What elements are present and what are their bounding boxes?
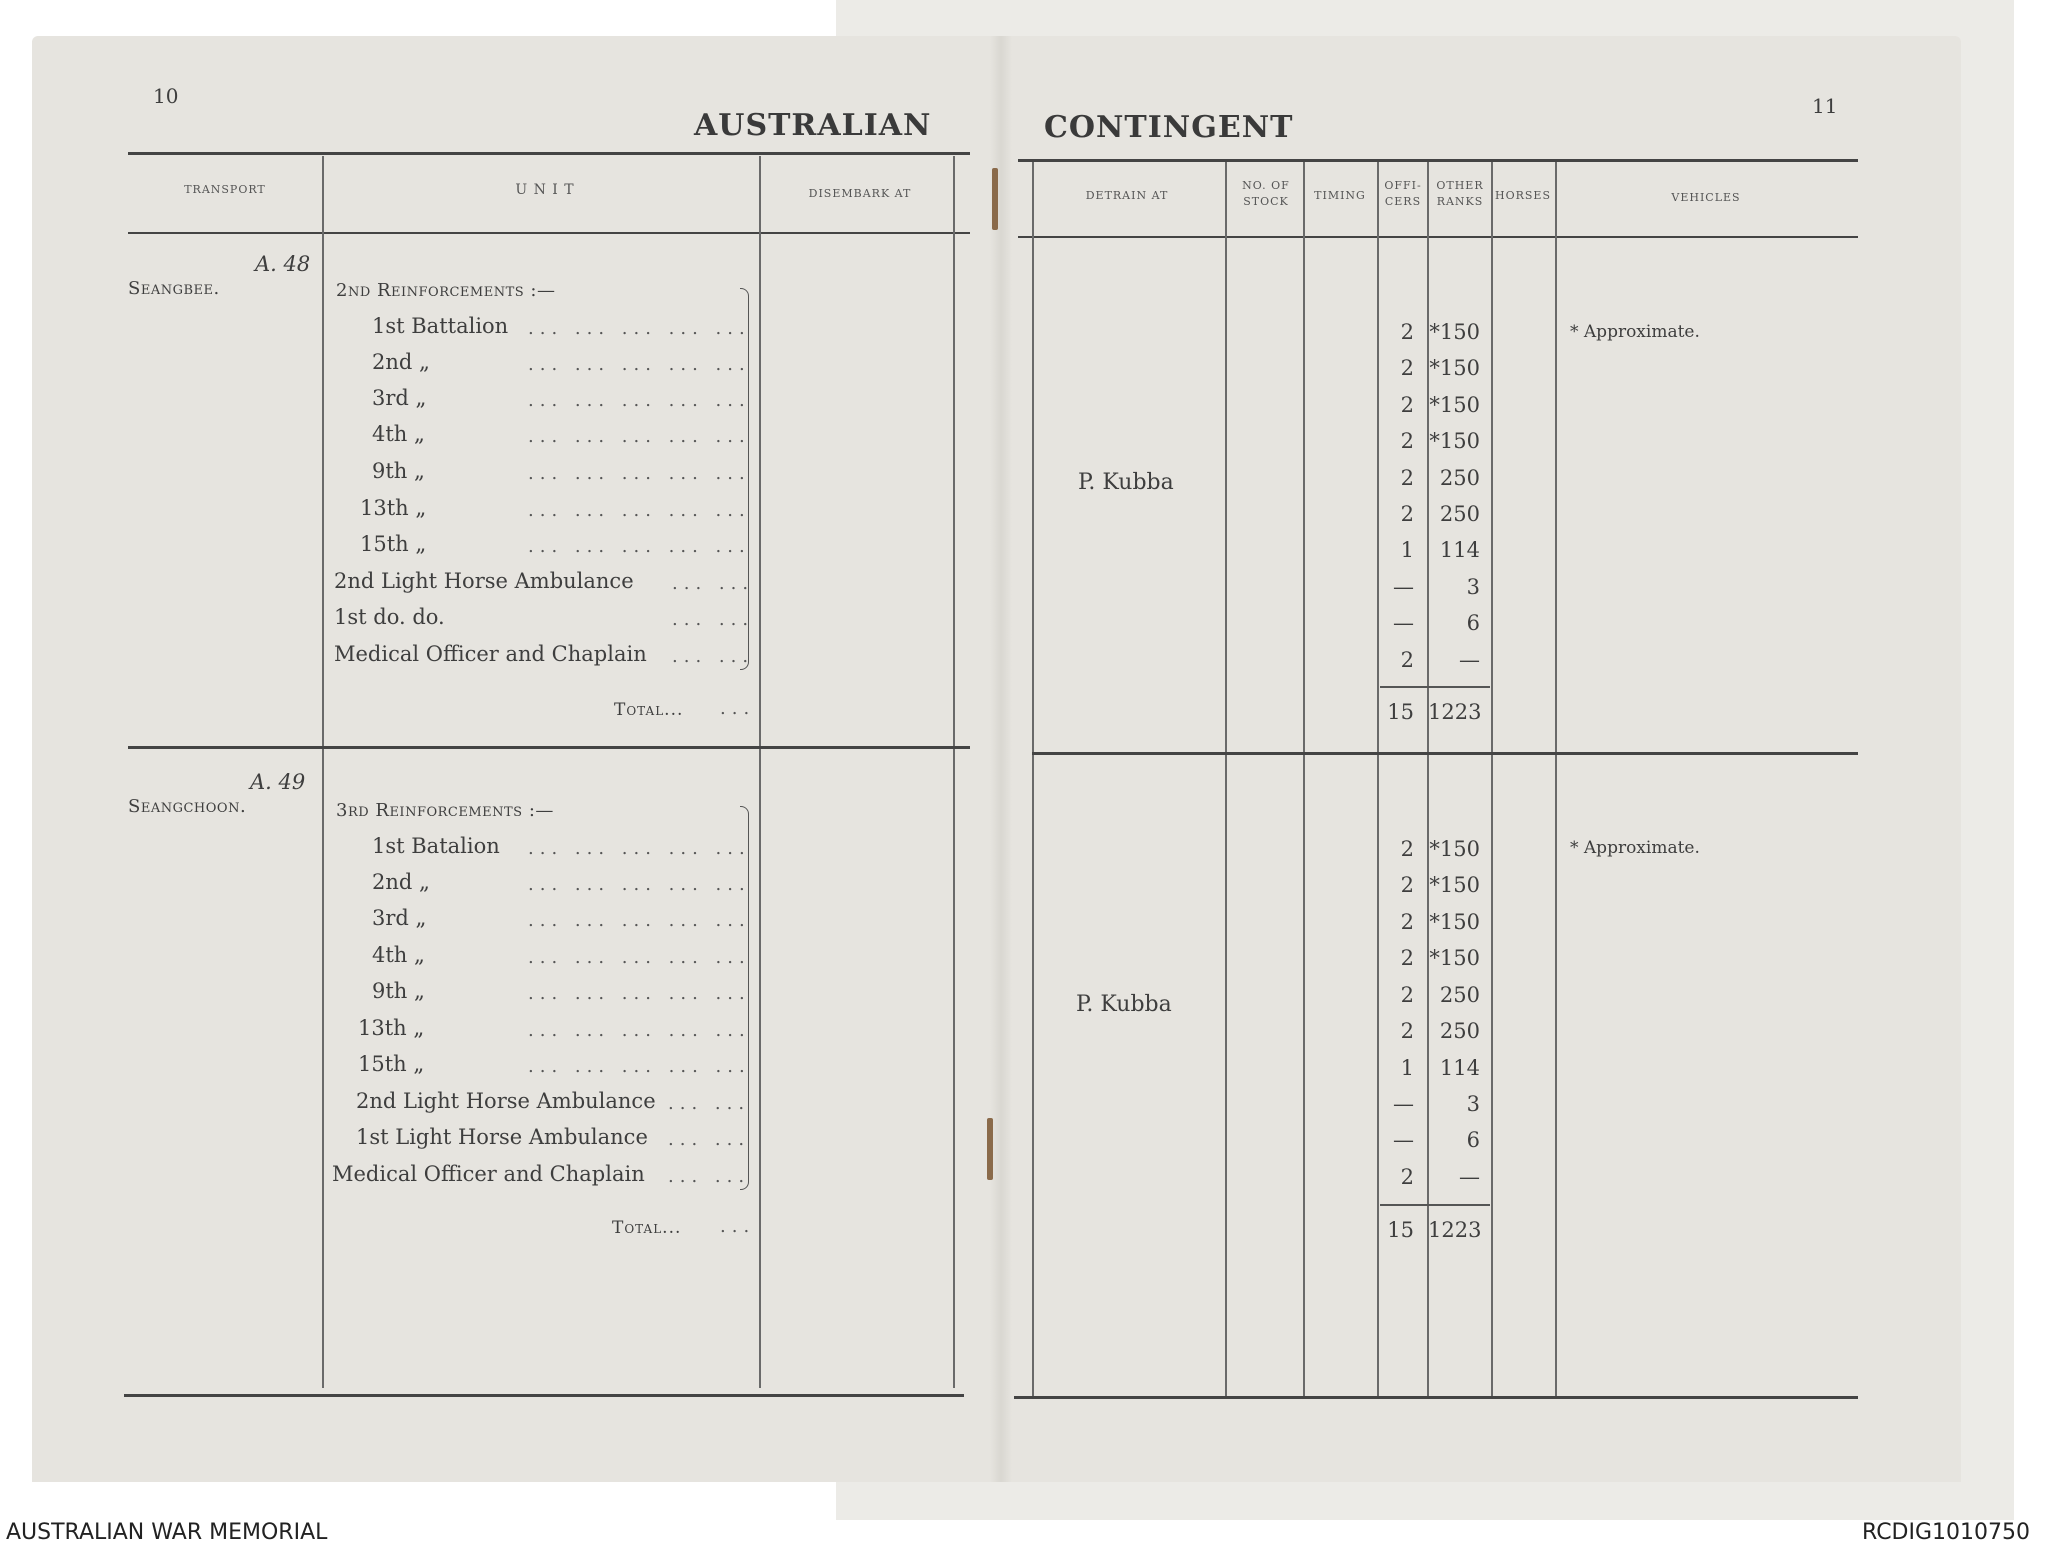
col-line-stock	[1303, 162, 1305, 1398]
transport-name-seangbee: Seangbee.	[128, 278, 220, 299]
ranks-value: *150	[1429, 320, 1480, 344]
header-disembark: DISEMBARK AT	[808, 187, 912, 200]
leader-dots: ... ...	[672, 609, 755, 630]
col-line-horses	[1555, 162, 1557, 1398]
officers-value: 2	[1400, 429, 1414, 453]
leader-dots: ... ... ... ... ...	[528, 500, 751, 521]
leader-dots: ... ... ... ... ...	[528, 463, 751, 484]
detrain-location-a49: P. Kubba	[1076, 992, 1172, 1017]
leader-dots: ... ... ... ... ...	[528, 947, 751, 968]
unit-row: 3rd „	[372, 386, 427, 410]
leader-dots: ... ... ... ... ...	[528, 354, 751, 375]
title-left: AUSTRALIAN	[694, 108, 932, 143]
leader-dots: ... ... ... ... ...	[528, 390, 751, 411]
header-transport: TRANSPORT	[184, 183, 266, 196]
col-line-right-edge	[1032, 162, 1034, 1398]
ranks-value: 6	[1466, 1128, 1480, 1152]
unit-row: 4th „	[372, 422, 425, 446]
officers-value: —	[1393, 1092, 1414, 1116]
ranks-value: 6	[1466, 611, 1480, 635]
ranks-value: 250	[1439, 1019, 1480, 1043]
transport-number-a48: A. 48	[255, 252, 311, 276]
footer-record-id: RCDIG1010750	[1862, 1520, 2031, 1545]
header-unit: U N I T	[515, 182, 575, 198]
ranks-value: *150	[1429, 356, 1480, 380]
right-page	[999, 36, 1961, 1482]
ranks-value: —	[1459, 1165, 1480, 1189]
unit-row: 1st Light Horse Ambulance	[356, 1125, 648, 1149]
bottom-rule-left	[124, 1394, 964, 1397]
unit-row: 13th „	[360, 496, 427, 520]
header-horses: HORSES	[1495, 189, 1551, 202]
officers-value: 2	[1400, 983, 1414, 1007]
header-officers: OFFI- CERS	[1384, 179, 1422, 208]
section-divider-right	[1032, 752, 1858, 755]
leader-dots: ... ...	[668, 1093, 751, 1114]
ranks-value: 250	[1439, 502, 1480, 526]
total-label-a48: Total...	[614, 700, 684, 720]
reinforcement-heading-2nd: 2nd Reinforcements :—	[336, 280, 556, 301]
col-line-ranks	[1491, 162, 1493, 1398]
header-top-rule-left	[128, 152, 970, 155]
header-bottom-rule-left	[128, 232, 970, 234]
section-divider-left	[128, 746, 970, 749]
header-top-rule-right	[1018, 159, 1858, 162]
leader-dots: ... ... ... ... ...	[528, 426, 751, 447]
officers-value: 2	[1400, 1019, 1414, 1043]
col-line-detrain	[1225, 162, 1227, 1398]
officers-value: 2	[1400, 320, 1414, 344]
transport-name-seangchoon: Seangchoon.	[128, 796, 247, 817]
ranks-value: 3	[1466, 575, 1480, 599]
officers-value: 2	[1400, 648, 1414, 672]
title-right: CONTINGENT	[1044, 110, 1294, 145]
left-page	[32, 36, 999, 1482]
leader-dots: ... ... ... ... ...	[528, 874, 751, 895]
transport-number-a49: A. 49	[250, 770, 306, 794]
unit-row: 1st Battalion	[372, 314, 509, 338]
ranks-value: *150	[1429, 393, 1480, 417]
officers-value: 1	[1400, 538, 1414, 562]
total-officers-a48: 15	[1387, 700, 1414, 724]
header-timing: TIMING	[1314, 189, 1366, 202]
page-number-left: 10	[153, 84, 179, 108]
total-label-a49: Total...	[612, 1218, 682, 1238]
unit-row: 9th „	[372, 459, 425, 483]
total-ranks-a48: 1223	[1428, 700, 1482, 724]
officers-value: 1	[1400, 1056, 1414, 1080]
unit-row: 13th „	[358, 1016, 425, 1040]
col-line-transport	[322, 156, 324, 1388]
officers-value: 2	[1400, 1165, 1414, 1189]
total-officers-a49: 15	[1387, 1218, 1414, 1242]
unit-row: Medical Officer and Chaplain	[334, 642, 647, 666]
unit-row: 2nd Light Horse Ambulance	[356, 1089, 656, 1113]
officers-value: 2	[1400, 393, 1414, 417]
col-line-officers	[1427, 162, 1429, 1398]
header-vehicles: VEHICLES	[1671, 191, 1741, 204]
officers-value: 2	[1400, 466, 1414, 490]
ranks-value: 250	[1439, 983, 1480, 1007]
leader-dots: ... ...	[672, 646, 755, 667]
officers-value: 2	[1400, 946, 1414, 970]
staple-top	[992, 168, 998, 230]
unit-row: 15th „	[358, 1052, 425, 1076]
unit-row: 2nd Light Horse Ambulance	[334, 569, 634, 593]
leader-dots: ...	[720, 698, 756, 719]
leader-dots: ... ...	[672, 573, 755, 594]
ranks-value: 114	[1439, 538, 1480, 562]
leader-dots: ... ... ... ... ...	[528, 318, 751, 339]
ranks-value: *150	[1429, 946, 1480, 970]
ranks-value: 3	[1466, 1092, 1480, 1116]
reinforcement-heading-3rd: 3rd Reinforcements :—	[336, 800, 554, 821]
bottom-rule-right	[1014, 1396, 1858, 1399]
staple-bottom	[987, 1118, 993, 1180]
ranks-value: *150	[1429, 429, 1480, 453]
officers-value: —	[1393, 575, 1414, 599]
leader-dots: ... ... ... ... ...	[528, 838, 751, 859]
unit-row: 2nd „	[372, 350, 430, 374]
col-line-unit	[759, 156, 761, 1388]
leader-dots: ... ... ... ... ...	[528, 983, 751, 1004]
header-detrain: DETRAIN AT	[1085, 189, 1169, 202]
unit-row: 15th „	[360, 532, 427, 556]
ranks-value: —	[1459, 648, 1480, 672]
leader-dots: ...	[720, 1216, 756, 1237]
officers-value: —	[1393, 611, 1414, 635]
header-other-ranks: OTHER RANKS	[1436, 179, 1484, 208]
ranks-value: *150	[1429, 910, 1480, 934]
officers-value: 2	[1400, 356, 1414, 380]
unit-row: 3rd „	[372, 906, 427, 930]
unit-row: 9th „	[372, 979, 425, 1003]
ranks-value: 250	[1439, 466, 1480, 490]
officers-value: 2	[1400, 910, 1414, 934]
officers-value: —	[1393, 1128, 1414, 1152]
page-number-right: 11	[1812, 94, 1838, 118]
unit-row: 2nd „	[372, 870, 430, 894]
total-rule-a49	[1380, 1204, 1490, 1206]
approximate-note-a49: * Approximate.	[1570, 838, 1700, 858]
col-line-timing	[1377, 162, 1379, 1398]
unit-row: 1st Batalion	[372, 834, 500, 858]
leader-dots: ... ... ... ... ...	[528, 1020, 751, 1041]
ranks-value: 114	[1439, 1056, 1480, 1080]
unit-row: 4th „	[372, 943, 425, 967]
approximate-note-a48: * Approximate.	[1570, 322, 1700, 342]
officers-value: 2	[1400, 873, 1414, 897]
unit-row: Medical Officer and Chaplain	[332, 1162, 645, 1186]
total-rule-a48	[1380, 686, 1490, 688]
col-line-disembark	[953, 156, 955, 1388]
book-gutter	[990, 36, 1012, 1482]
ranks-value: *150	[1429, 873, 1480, 897]
leader-dots: ... ... ... ... ...	[528, 536, 751, 557]
officers-value: 2	[1400, 502, 1414, 526]
leader-dots: ... ... ... ... ...	[528, 910, 751, 931]
ranks-value: *150	[1429, 837, 1480, 861]
leader-dots: ... ... ... ... ...	[528, 1056, 751, 1077]
header-stock: NO. OF STOCK	[1242, 179, 1290, 208]
footer-archive-name: AUSTRALIAN WAR MEMORIAL	[6, 1520, 328, 1545]
detrain-location-a48: P. Kubba	[1078, 470, 1174, 495]
officers-value: 2	[1400, 837, 1414, 861]
leader-dots: ... ...	[668, 1166, 751, 1187]
unit-row: 1st do. do.	[334, 605, 445, 629]
header-bottom-rule-right	[1018, 236, 1858, 238]
leader-dots: ... ...	[668, 1129, 751, 1150]
total-ranks-a49: 1223	[1428, 1218, 1482, 1242]
